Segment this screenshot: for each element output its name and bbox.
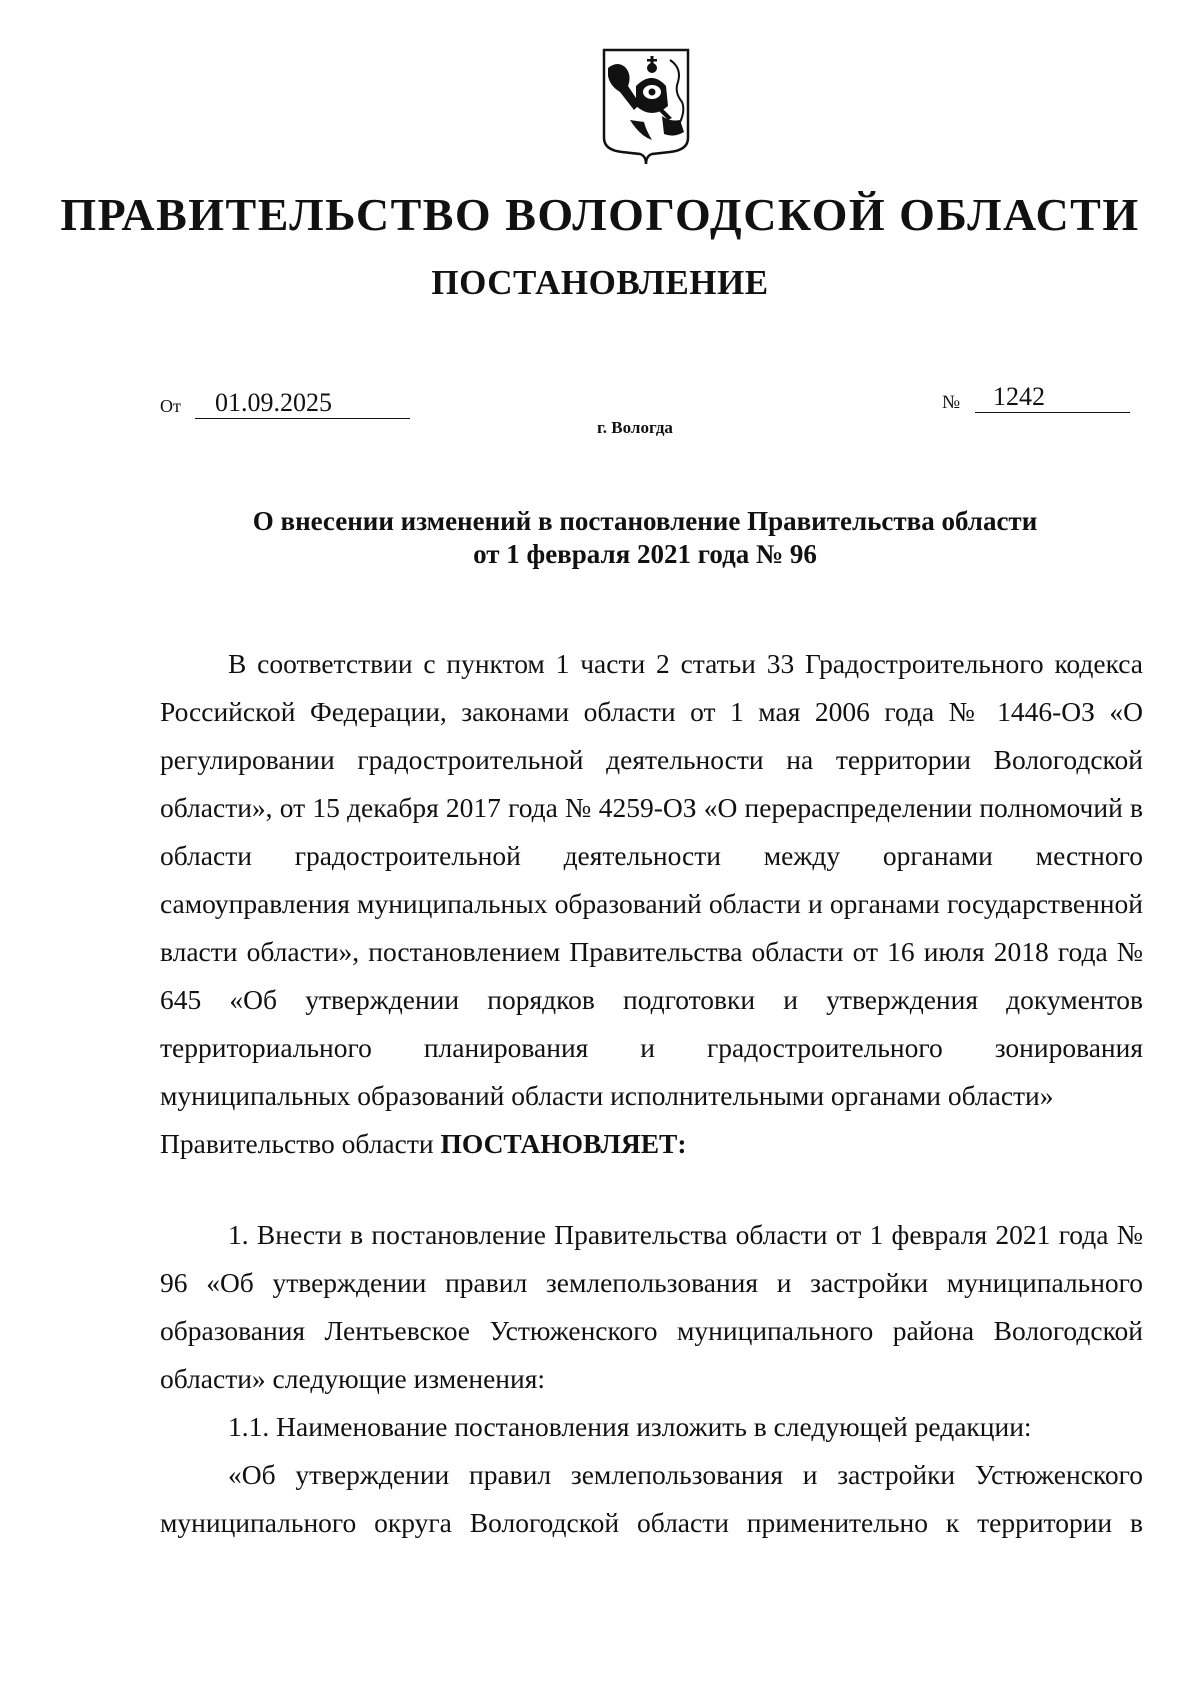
resolve-word: ПОСТАНОВЛЯЕТ:	[440, 1128, 687, 1159]
paragraph-spacer	[160, 1168, 1143, 1211]
document-date: 01.09.2025	[195, 388, 410, 419]
quote-paragraph: «Об утверждении правил землепользования и застройки Устюженского муниципального округа Вологодской области применительно к территории в	[160, 1459, 1143, 1538]
city-label: г. Вологда	[597, 418, 673, 437]
government-title: ПРАВИТЕЛЬСТВО ВОЛОГОДСКОЙ ОБЛАСТИ	[60, 189, 1140, 240]
item-1-1-paragraph: 1.1. Наименование постановления изложить в следующей редакции:	[228, 1411, 1032, 1442]
resolve-prefix: Правительство области	[160, 1128, 434, 1159]
preamble-paragraph: В соответствии с пунктом 1 части 2 статьи 33 Градостроительного кодекса Российской Федерации, законами области от 1 мая 2006 года № 1446-ОЗ «О регулировании градостроительной деятельности на территории Вологодской области», от 15 декабря 2017 года № 4259-ОЗ «О перераспределении полномочий в области градостроительной деятельности между органами местного самоуправления муниципальных образований области и органами государственной власти области», постановлением Правительства области от 16 июля 2018 года № 645 «Об утверждении порядков подготовки и утверждения документов территориального планирования и градостроительного зонирования муниципальных образований области исполнительными органами области»	[160, 648, 1143, 1111]
date-label: От	[160, 396, 181, 416]
document-number: 1242	[975, 382, 1130, 413]
number-label: №	[942, 392, 961, 413]
subject-line-2: от 1 февраля 2021 года № 96	[473, 539, 817, 569]
document-body	[160, 640, 1143, 1547]
document-type: ПОСТАНОВЛЕНИЕ	[431, 263, 769, 302]
resolve-line	[160, 1120, 1143, 1168]
item-1-paragraph: 1. Внести в постановление Правительства области от 1 февраля 2021 года № 96 «Об утверждении правил землепользования и застройки муниципального образования Лентьевское Устюженского муниципального района Вологодской области» следующие изменения:	[160, 1219, 1143, 1394]
document-subject	[0, 505, 1200, 571]
subject-line-1: О внесении изменений в постановление Правительства области	[252, 506, 1038, 536]
vologda-coat-of-arms-icon	[600, 46, 692, 166]
